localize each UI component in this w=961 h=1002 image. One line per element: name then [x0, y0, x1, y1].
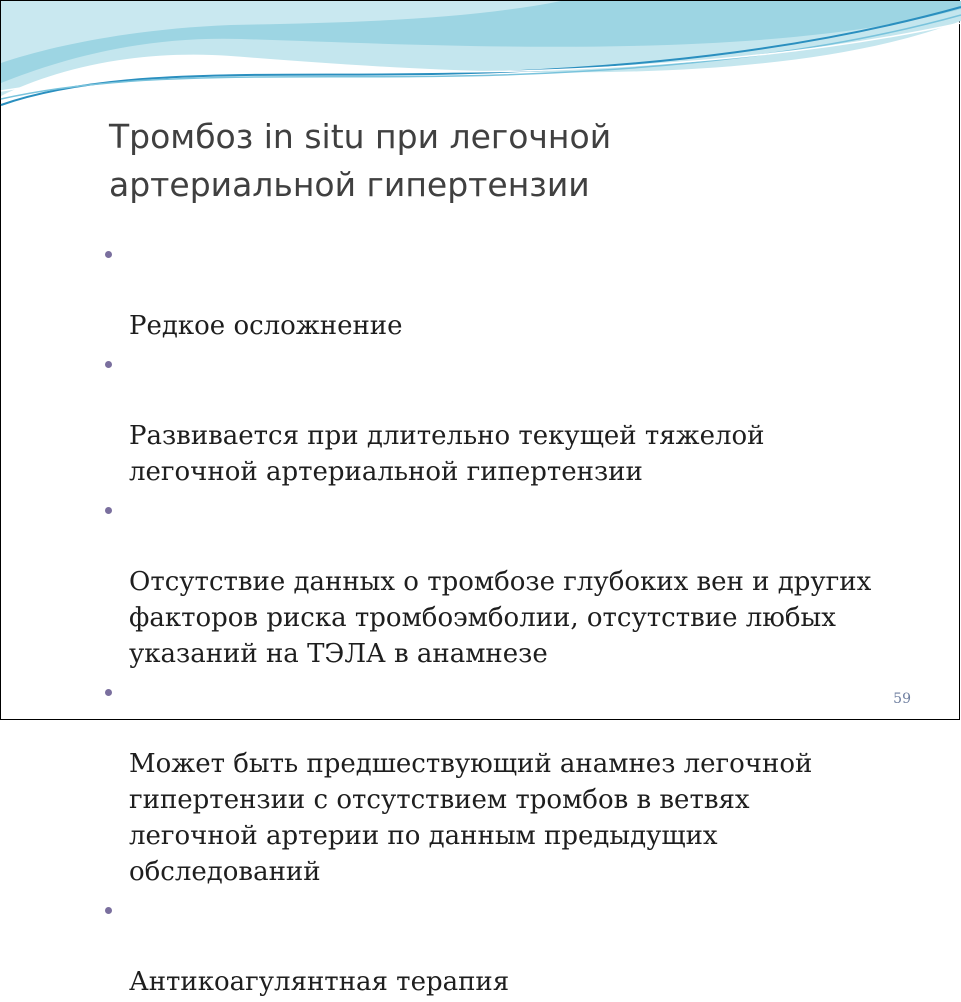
bullet-text: Антикоагулянтная терапия [129, 967, 510, 997]
bullet-text: Редкое осложнение [129, 311, 403, 341]
bullet-dot-icon [105, 689, 112, 696]
bullet-text: Может быть предшествующий анамнез легочной гипертензии с отсутствием тромбов в ветвях легочной артерии по данным предыдущих обследований [129, 749, 813, 887]
bullet-text: Развивается при длительно текущей тяжелой легочной артериальной гипертензии [129, 421, 765, 487]
bullet-dot-icon [105, 907, 112, 914]
bullet-item [105, 674, 885, 890]
bullet-item [105, 492, 885, 672]
bullet-dot-icon [105, 251, 112, 258]
slide-title: Тромбоз in situ при легочной артериальной гипертензии [109, 117, 612, 204]
bullet-item [105, 346, 885, 490]
bullet-text: Отсутствие данных о тромбозе глубоких вен и других факторов риска тромбоэмболии, отсутствие любых указаний на ТЭЛА в анамнезе [129, 567, 872, 669]
bullet-item [105, 892, 885, 1000]
slide-number: 59 [893, 691, 911, 707]
bullet-dot-icon [105, 507, 112, 514]
header-wave-decoration [1, 1, 961, 111]
bullet-dot-icon [105, 361, 112, 368]
bullet-list [105, 236, 885, 1002]
bullet-item [105, 236, 885, 344]
